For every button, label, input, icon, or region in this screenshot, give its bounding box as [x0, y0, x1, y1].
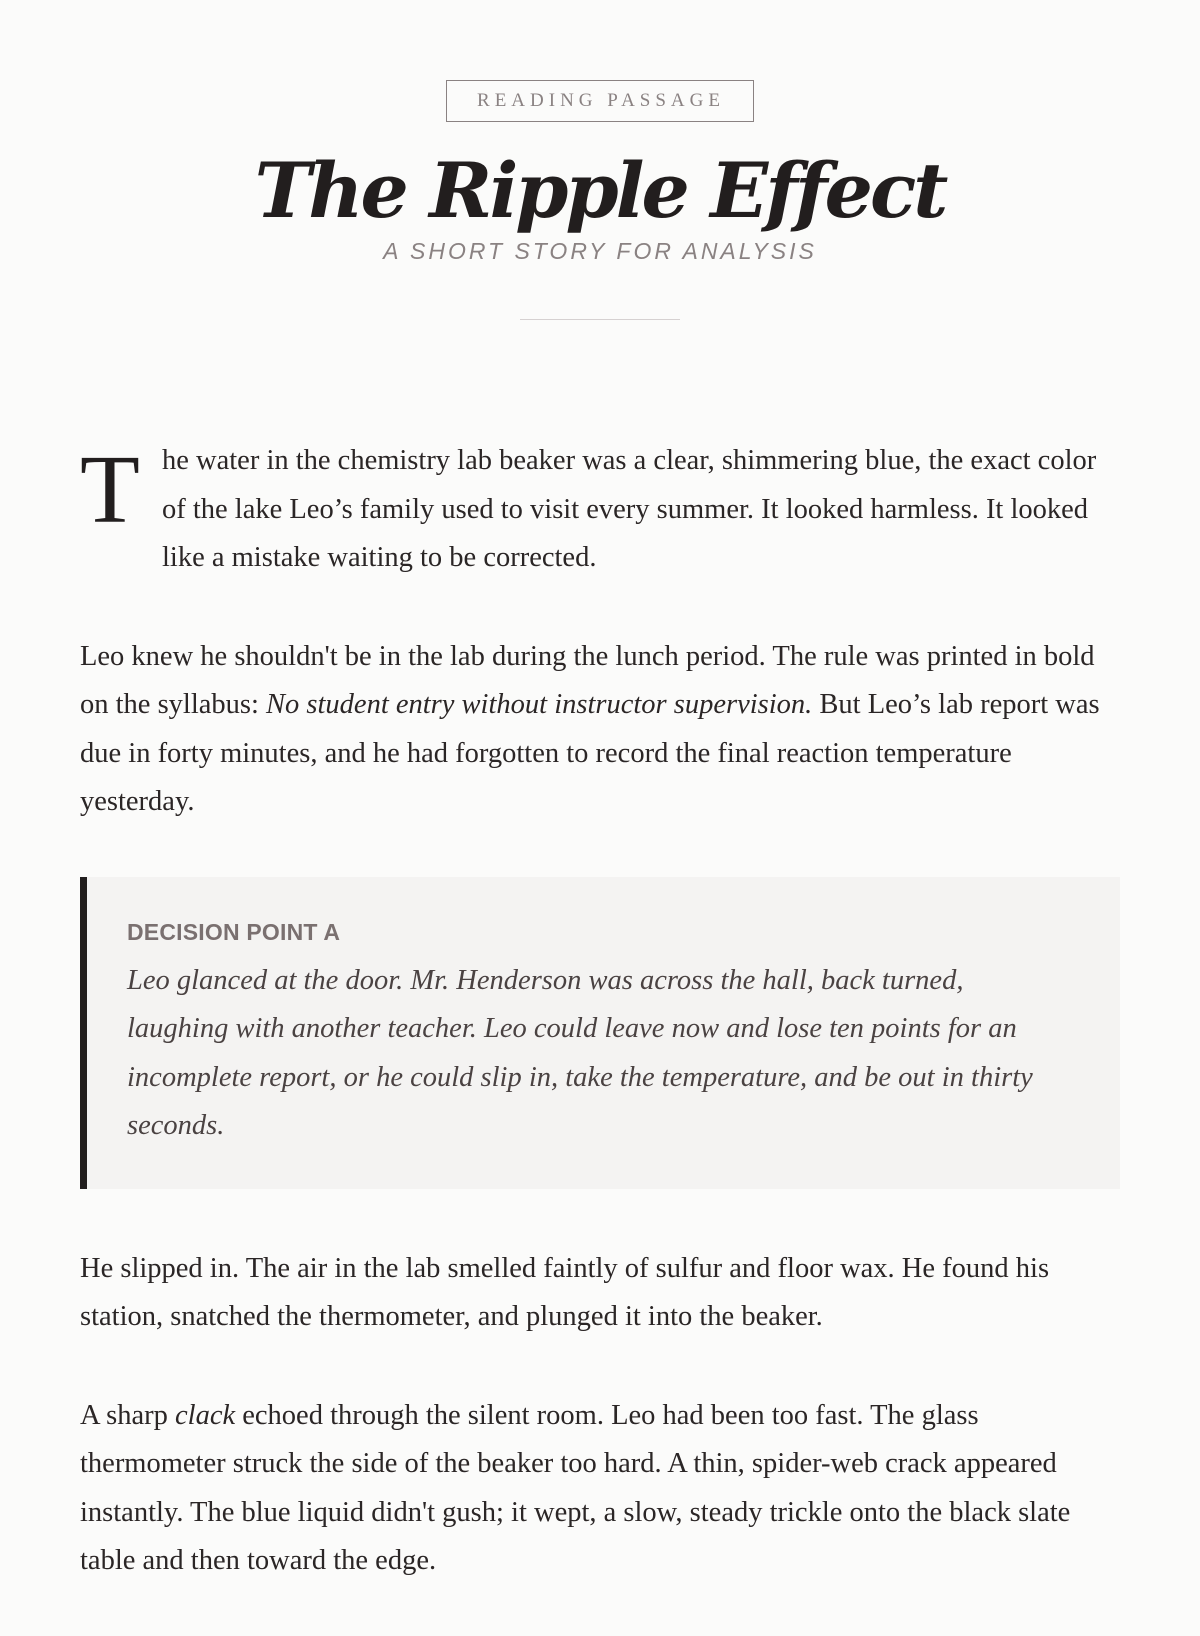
paragraph-1-text: he water in the chemistry lab beaker was a clear, shimmering blue, the exact color of the lake Leo’s family used to visit every summer. It looked harmless. It looked like a mistake waiting to be corrected. [162, 445, 1097, 573]
section-tag: READING PASSAGE [446, 80, 754, 122]
paragraph-1 [80, 437, 1120, 583]
paragraph-2 [80, 633, 1120, 827]
decision-point-label: DECISION POINT A [127, 918, 341, 945]
decision-point-callout [80, 877, 1120, 1189]
paragraph-4 [80, 1392, 1120, 1586]
header-divider [520, 319, 680, 320]
story-title: The Ripple Effect [254, 146, 946, 235]
paragraph-3: He slipped in. The air in the lab smelled faintly of sulfur and floor wax. He found his station, snatched the thermometer, and plunged it into the beaker. [80, 1252, 1050, 1332]
paragraph-4-text-start: A sharp [80, 1399, 175, 1431]
paragraph-2-text-start: Leo knew he shouldn't be in the lab during the lunch period. The rule was printed in bold on the syllabus: [80, 640, 1095, 720]
paragraph-4-text-end: echoed through the silent room. Leo had been too fast. The glass thermometer struck the side of the beaker too hard. A thin, spider-web crack appeared instantly. The blue liquid didn't gush; it wept, a slow, steady trickle onto the black slate table and then toward the edge. [80, 1399, 1071, 1576]
decision-point-text: Leo glanced at the door. Mr. Henderson was across the hall, back turned, laughing with another teacher. Leo could leave now and lose ten points for an incomplete report, or he could slip in, take the temperature, and be out in thirty seconds. [127, 964, 1033, 1141]
paragraph-4-italic-word: clack [175, 1399, 236, 1431]
paragraph-2-rule-quote: No student entry without instructor supervision. [266, 689, 813, 720]
story-subtitle: A SHORT STORY FOR ANALYSIS [383, 238, 817, 264]
paragraph-2-text-end: But Leo’s lab report was due in forty minutes, and he had forgotten to record the final reaction temperature yesterday. [80, 689, 1100, 817]
story-body [80, 437, 1120, 1636]
drop-cap: T [80, 436, 140, 544]
passage-header [0, 0, 1200, 320]
